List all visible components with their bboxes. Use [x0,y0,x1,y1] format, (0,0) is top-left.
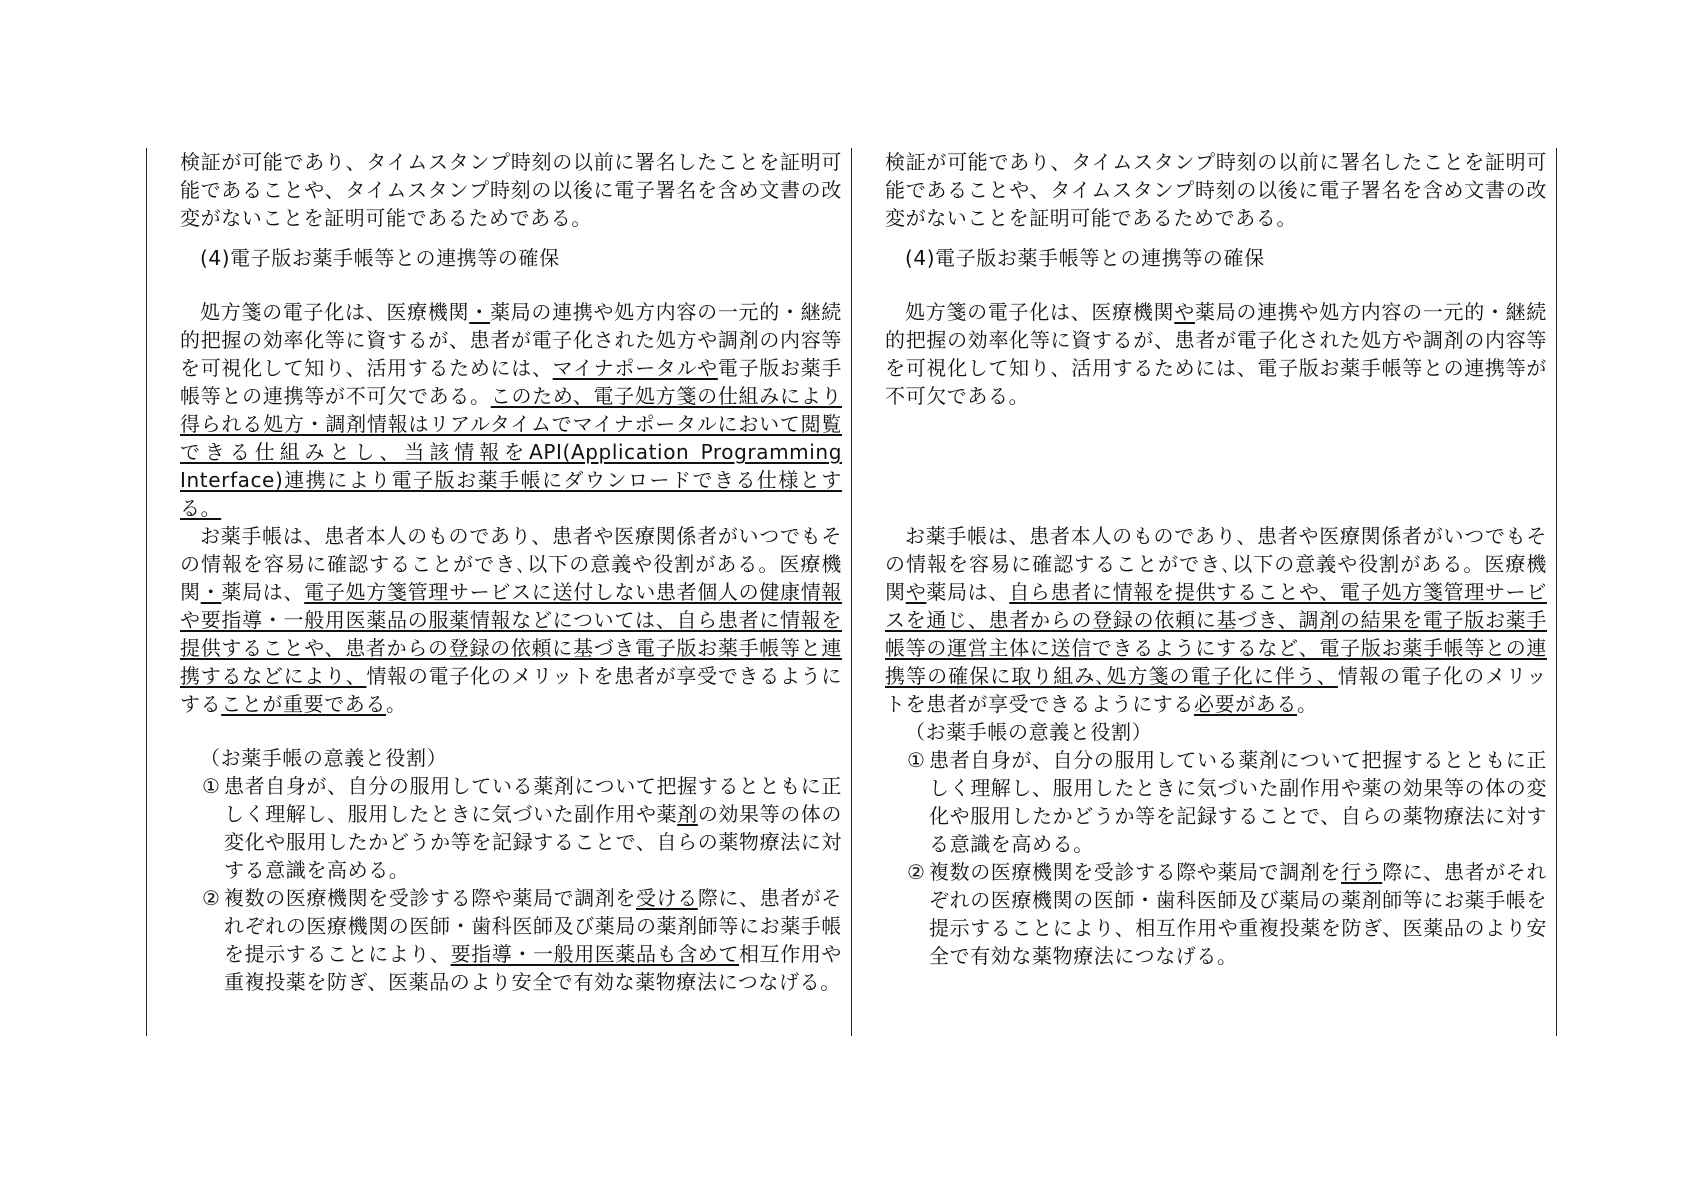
text-span: 患者自身が、自分の服用している薬剤について把握するとともに正しく理解し、服用したときに気づいた副作用や薬の効果等の体の変化や服用したかどうか等を記録することで、自らの薬物療法に対する意識を高める。 [929,748,1547,856]
text-span: 。 [386,692,407,716]
center-divider-line [851,148,852,1036]
list-number: ① [907,748,926,772]
underlined-change: や [905,580,927,604]
left-paragraph-3 [180,522,842,718]
left-subheading: （お薬手帳の意義と役割） [200,746,448,770]
text-span: 処方箋の電子化は、医療機関 [200,300,470,324]
text-span: 薬局の連携や処方内容の一元的・継続的把握の効率化等に資するが、患者が電子化された処方や調剤の内容等を可視化して知り、活用するためには、 [180,300,842,380]
right-list-item-1 [885,746,1547,858]
underlined-change: 受ける [636,886,698,910]
right-column [885,148,1547,970]
underlined-change: ・ [469,300,490,324]
right-section-heading: (4)電子版お薬手帳等との連携等の確保 [905,246,1265,270]
text-span: お薬手帳は、患者本人のものであり、患者や医療関係者がいつでもその情報を容易に確認することができ､以下の意義や役割がある。医療機関 [180,524,842,604]
text-span: 複数の医療機関を受診する際や薬局で調剤を [224,886,636,910]
underlined-change: ことが重要である [221,692,387,716]
left-paragraph-1: 検証が可能であり、タイムスタンプ時刻の以前に署名したことを証明可能であることや、タイムスタンプ時刻の以後に電子署名を含め文書の改変がないことを証明可能であるためである。 [180,150,842,230]
text-span: 相互作用や重複投薬を防ぎ、医薬品のより安全で有効な薬物療法につなげる。 [224,942,843,994]
underlined-change: このため、電子処方箋の仕組みにより得られる処方・調剤情報はリアルタイムでマイナポータルにおいて閲覧できる仕組みとし、当該情報をAPI(Application Programming Interface)連携により電子版お薬手帳にダウンロードできる仕様とする。 [180,384,843,520]
text-span: 薬局は、 [221,580,305,604]
text-span: 処方箋の電子化は、医療機関 [905,300,1175,324]
list-number: ① [202,774,221,798]
underlined-change: や [1174,300,1195,324]
underlined-change: 必要がある [1194,692,1297,716]
text-span: 際に、患者がそれぞれの医療機関の医師・歯科医師及び薬局の薬剤師等にお薬手帳を提示することにより、相互作用や重複投薬を防ぎ、医薬品のより安全で有効な薬物療法につなげる。 [929,860,1548,968]
list-number: ② [202,886,221,910]
underlined-change: ・ [200,580,222,604]
text-span: 患者自身が、自分の服用している薬剤について把握するとともに正しく理解し、服用したときに気づいた副作用や薬 [224,774,842,826]
underlined-change: 行う [1341,860,1383,884]
underlined-change: 要指導・一般用医薬品も含めて [450,942,740,966]
left-section-heading: (4)電子版お薬手帳等との連携等の確保 [200,246,560,270]
list-number: ② [907,860,926,884]
text-span: 薬局は、 [926,580,1010,604]
right-border-line [1556,148,1557,1036]
right-paragraph-3 [885,522,1547,718]
underlined-change: 自ら患者に情報を提供することや、電子処方箋管理サービスを通じ、患者からの登録の依頼に基づき、調剤の結果を電子版お薬手帳等の運営主体に送信できるようにするなど、電子版お薬手帳等との連携等の確保に取り組み､処方箋の電子化に伴う、 [885,580,1547,688]
text-span: お薬手帳は、患者本人のものであり、患者や医療関係者がいつでもその情報を容易に確認することができ､以下の意義や役割がある。医療機関 [885,524,1547,604]
text-span: 電子版お薬手帳等との連携等が不可欠である。 [180,356,842,408]
underlined-change: 電子処方箋管理サービスに送付しない患者個人の健康情報や要指導・一般用医薬品の服薬情報などについては、自ら患者に情報を提供することや、患者からの登録の依頼に基づき電子版お薬手帳等と連携するなどにより、 [180,580,843,688]
underlined-change: マイナポータルや [552,356,718,380]
text-span: 。 [1297,692,1318,716]
text-span: 情報の電子化のメリットを患者が享受できるようにする [885,664,1548,716]
right-subheading: （お薬手帳の意義と役割） [905,720,1153,744]
right-paragraph-2 [885,298,1547,410]
underlined-change: 剤 [677,802,698,826]
left-list-item-1 [180,772,842,884]
text-span: 複数の医療機関を受診する際や薬局で調剤を [929,860,1341,884]
text-span: 際に、患者がそれぞれの医療機関の医師・歯科医師及び薬局の薬剤師等にお薬手帳を提示することにより、 [224,886,843,966]
right-paragraph-1: 検証が可能であり、タイムスタンプ時刻の以前に署名したことを証明可能であることや、タイムスタンプ時刻の以後に電子署名を含め文書の改変がないことを証明可能であるためである。 [885,150,1547,230]
left-paragraph-2 [180,298,842,522]
left-column [180,148,842,996]
text-span: の効果等の体の変化や服用したかどうか等を記録することで、自らの薬物療法に対する意識を高める。 [224,802,843,882]
text-span: 薬局の連携や処方内容の一元的・継続的把握の効率化等に資するが、患者が電子化された処方や調剤の内容等を可視化して知り、活用するためには、電子版お薬手帳等との連携等が不可欠である。 [885,300,1547,408]
left-border-line [146,148,147,1036]
left-list-item-2 [180,884,842,996]
text-span: 情報の電子化のメリットを患者が享受できるようにする [180,664,843,716]
right-list-item-2 [885,858,1547,970]
